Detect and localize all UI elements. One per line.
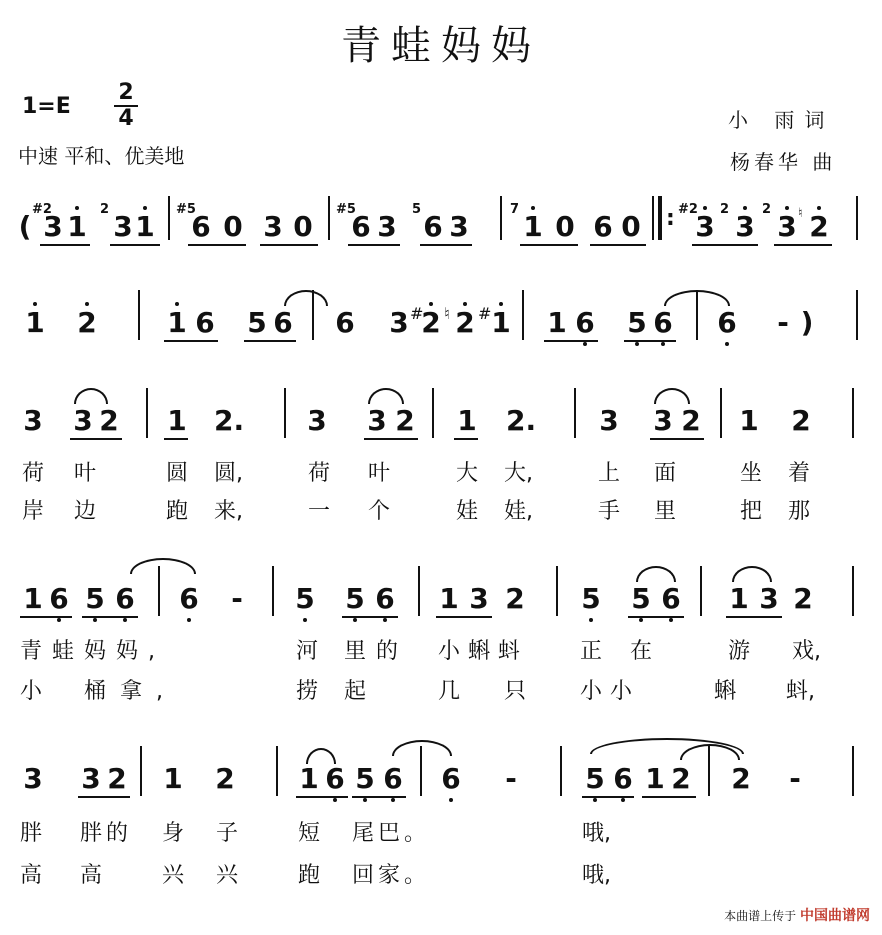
- lyric: 跑: [298, 863, 321, 888]
- lyric: 起: [344, 679, 367, 704]
- note: 2: [99, 404, 119, 437]
- lyric: 圆: [166, 461, 189, 486]
- note: 1: [739, 404, 759, 437]
- note: 6: [324, 764, 346, 794]
- lyric: 几: [438, 679, 461, 704]
- lyrics-verse-2-line-3: [0, 494, 882, 524]
- staff-line-5: [0, 738, 882, 798]
- lyric: 子: [216, 821, 239, 846]
- lyric: 胖: [20, 821, 43, 846]
- note: 5: [84, 584, 106, 614]
- note: -: [231, 582, 243, 615]
- key-signature: 1=E: [22, 94, 71, 119]
- note: 6: [652, 308, 674, 338]
- note: 1: [457, 404, 477, 437]
- site-logo: 中国曲谱网: [800, 908, 870, 924]
- note: 6: [114, 584, 136, 614]
- lyric: 胖的: [80, 821, 133, 846]
- lyric: 短: [298, 821, 321, 846]
- lyric: 正: [580, 639, 603, 664]
- note: 2: [791, 404, 811, 437]
- note: 3: [449, 210, 469, 243]
- note: 3: [694, 212, 716, 242]
- note: 6: [191, 210, 211, 243]
- note: 6: [612, 764, 634, 794]
- lyric: 跑: [166, 499, 189, 524]
- note: 2: [76, 308, 98, 338]
- note: 0: [621, 210, 641, 243]
- lyrics-verse-1-line-5: [0, 816, 882, 846]
- lyric: 兴: [162, 863, 185, 888]
- lyric: 荷: [22, 461, 45, 486]
- note: 6: [195, 306, 215, 339]
- note: 5: [294, 584, 316, 614]
- note: 2: [107, 762, 127, 795]
- note: 6: [716, 308, 738, 338]
- lyric: 河: [296, 639, 319, 664]
- note: 1: [24, 308, 46, 338]
- song-title: 青蛙妈妈: [341, 23, 541, 69]
- lyric: 坐: [740, 461, 763, 486]
- lyric: 面: [654, 461, 677, 486]
- note: 3: [113, 210, 133, 243]
- note: 2: [681, 404, 701, 437]
- staff-line-3: [0, 388, 882, 448]
- note: 1: [166, 308, 188, 338]
- staff-line-4: [0, 558, 882, 618]
- note: 3: [653, 404, 673, 437]
- note: 2: [395, 404, 415, 437]
- time-signature-bottom: 4: [118, 106, 134, 131]
- lyric: 捞: [296, 679, 319, 704]
- lyric: 蝌: [714, 679, 737, 704]
- lyric: 小小: [580, 679, 641, 704]
- note: 6: [273, 306, 293, 339]
- note: 3: [377, 210, 397, 243]
- note: 2: [731, 762, 751, 795]
- note: 6: [178, 584, 200, 614]
- note: 1: [134, 212, 156, 242]
- note: 3: [307, 404, 327, 437]
- lyric: 边: [74, 499, 97, 524]
- note: 6: [351, 210, 371, 243]
- note: 6: [48, 584, 70, 614]
- lyric: 着: [788, 461, 811, 486]
- lyric: 来,: [214, 499, 243, 524]
- lyric: 那: [788, 499, 811, 524]
- note: 3: [389, 306, 409, 339]
- lyric: 大,: [504, 461, 533, 486]
- note: 3: [469, 582, 489, 615]
- note: 6: [574, 308, 596, 338]
- note: 1: [547, 306, 567, 339]
- lyric: 桶拿,: [84, 679, 177, 704]
- lyric: 高: [80, 863, 103, 888]
- composer-credit: 杨春华 曲: [730, 150, 837, 174]
- note: 3: [263, 210, 283, 243]
- lyric: 小蝌蚪: [438, 639, 529, 664]
- note: 2: [215, 762, 235, 795]
- note: 1: [167, 404, 187, 437]
- note: 1: [645, 762, 665, 795]
- note: 3: [73, 404, 93, 437]
- note: -: [789, 762, 801, 795]
- note: 0: [555, 210, 575, 243]
- note: 0: [223, 210, 243, 243]
- staff-line-2: 1 2 1 6 5 6 6 3 # 2 ♮ 2 # 1 1 6 5 6 6 - ): [0, 290, 882, 350]
- note: 1: [439, 582, 459, 615]
- lyric: 高: [20, 863, 43, 888]
- lyric: 哦,: [582, 863, 611, 888]
- lyric: 戏,: [792, 639, 821, 664]
- note: 5: [626, 308, 648, 338]
- lyricist-credit: 小 雨词: [728, 108, 835, 132]
- lyric: 蚪,: [786, 679, 815, 704]
- note: 3: [759, 582, 779, 615]
- note: 5: [354, 764, 376, 794]
- time-signature: [114, 82, 138, 130]
- lyric: 尾巴。: [352, 821, 431, 846]
- paren-open: (: [18, 210, 32, 243]
- lyric: 身: [162, 821, 185, 846]
- note: 6: [593, 210, 613, 243]
- note: 2: [793, 582, 813, 615]
- lyrics-verse-2-line-5: [0, 858, 882, 888]
- footer-text: 本曲谱上传于: [724, 909, 797, 923]
- staff-line-1: ( #2 3 1 2 3 1 #5 6 0 3 0 #5 6 3 5 6 3 7 1 0 6 0 : #2 3 2 3 2 3 ♮ 2: [0, 190, 882, 250]
- note: 6: [374, 584, 396, 614]
- lyric: 荷: [308, 461, 331, 486]
- note: 3: [43, 210, 63, 243]
- tempo-marking: 中速 平和、优美地: [18, 144, 185, 168]
- note: 3: [776, 212, 798, 242]
- footer-watermark: [724, 905, 870, 925]
- note: 6: [440, 764, 462, 794]
- note: 1: [23, 582, 43, 615]
- note: 5: [344, 584, 366, 614]
- note: 5: [247, 306, 267, 339]
- note: 2: [420, 308, 442, 338]
- lyric: 把: [740, 499, 763, 524]
- note: 3: [23, 404, 43, 437]
- lyric: 岸: [22, 499, 45, 524]
- lyrics-verse-1-line-3: [0, 456, 882, 486]
- lyric: 娃: [456, 499, 479, 524]
- note: -: [777, 306, 789, 339]
- note: 1: [522, 212, 544, 242]
- lyric: 娃,: [504, 499, 533, 524]
- lyric: 手: [598, 499, 621, 524]
- note: -: [505, 762, 517, 795]
- lyric: 一: [308, 499, 331, 524]
- note: 3: [599, 404, 619, 437]
- lyric: 叶: [368, 461, 391, 486]
- note: 6: [335, 306, 355, 339]
- note: 1: [163, 762, 183, 795]
- lyric: 在: [630, 639, 653, 664]
- note: 3: [734, 212, 756, 242]
- note: 2: [671, 762, 691, 795]
- note: 2: [505, 582, 525, 615]
- lyric: 叶: [74, 461, 97, 486]
- note: 3: [81, 762, 101, 795]
- note: 5: [580, 584, 602, 614]
- lyric: 游: [728, 639, 751, 664]
- lyric: 兴: [216, 863, 239, 888]
- note: 2: [808, 212, 830, 242]
- note: 1: [66, 212, 88, 242]
- lyric: 只: [504, 679, 527, 704]
- lyric: 上: [598, 461, 621, 486]
- lyric: 里: [654, 499, 677, 524]
- lyric: 回家。: [352, 863, 431, 888]
- note: 0: [293, 210, 313, 243]
- note: 5: [584, 764, 606, 794]
- note: 1: [299, 762, 319, 795]
- note: 2.: [506, 404, 537, 437]
- note: 1: [490, 308, 512, 338]
- time-signature-top: 2: [118, 80, 134, 105]
- lyric: 大: [456, 461, 479, 486]
- lyric: 个: [368, 499, 391, 524]
- lyric: 里的: [344, 639, 409, 664]
- lyrics-verse-1-line-4: [0, 634, 882, 664]
- lyric: 圆,: [214, 461, 243, 486]
- note: 6: [423, 210, 443, 243]
- note: 3: [23, 762, 43, 795]
- lyric: 哦,: [582, 821, 611, 846]
- note: 5: [630, 584, 652, 614]
- note: 3: [367, 404, 387, 437]
- lyrics-verse-2-line-4: [0, 674, 882, 704]
- note: 2.: [214, 404, 245, 437]
- lyric: 青蛙妈妈,: [20, 639, 165, 664]
- lyric: 小: [20, 679, 43, 704]
- paren-close: ): [800, 306, 814, 339]
- note: 1: [729, 582, 749, 615]
- note: 6: [660, 584, 682, 614]
- note: 2: [454, 308, 476, 338]
- note: 6: [382, 764, 404, 794]
